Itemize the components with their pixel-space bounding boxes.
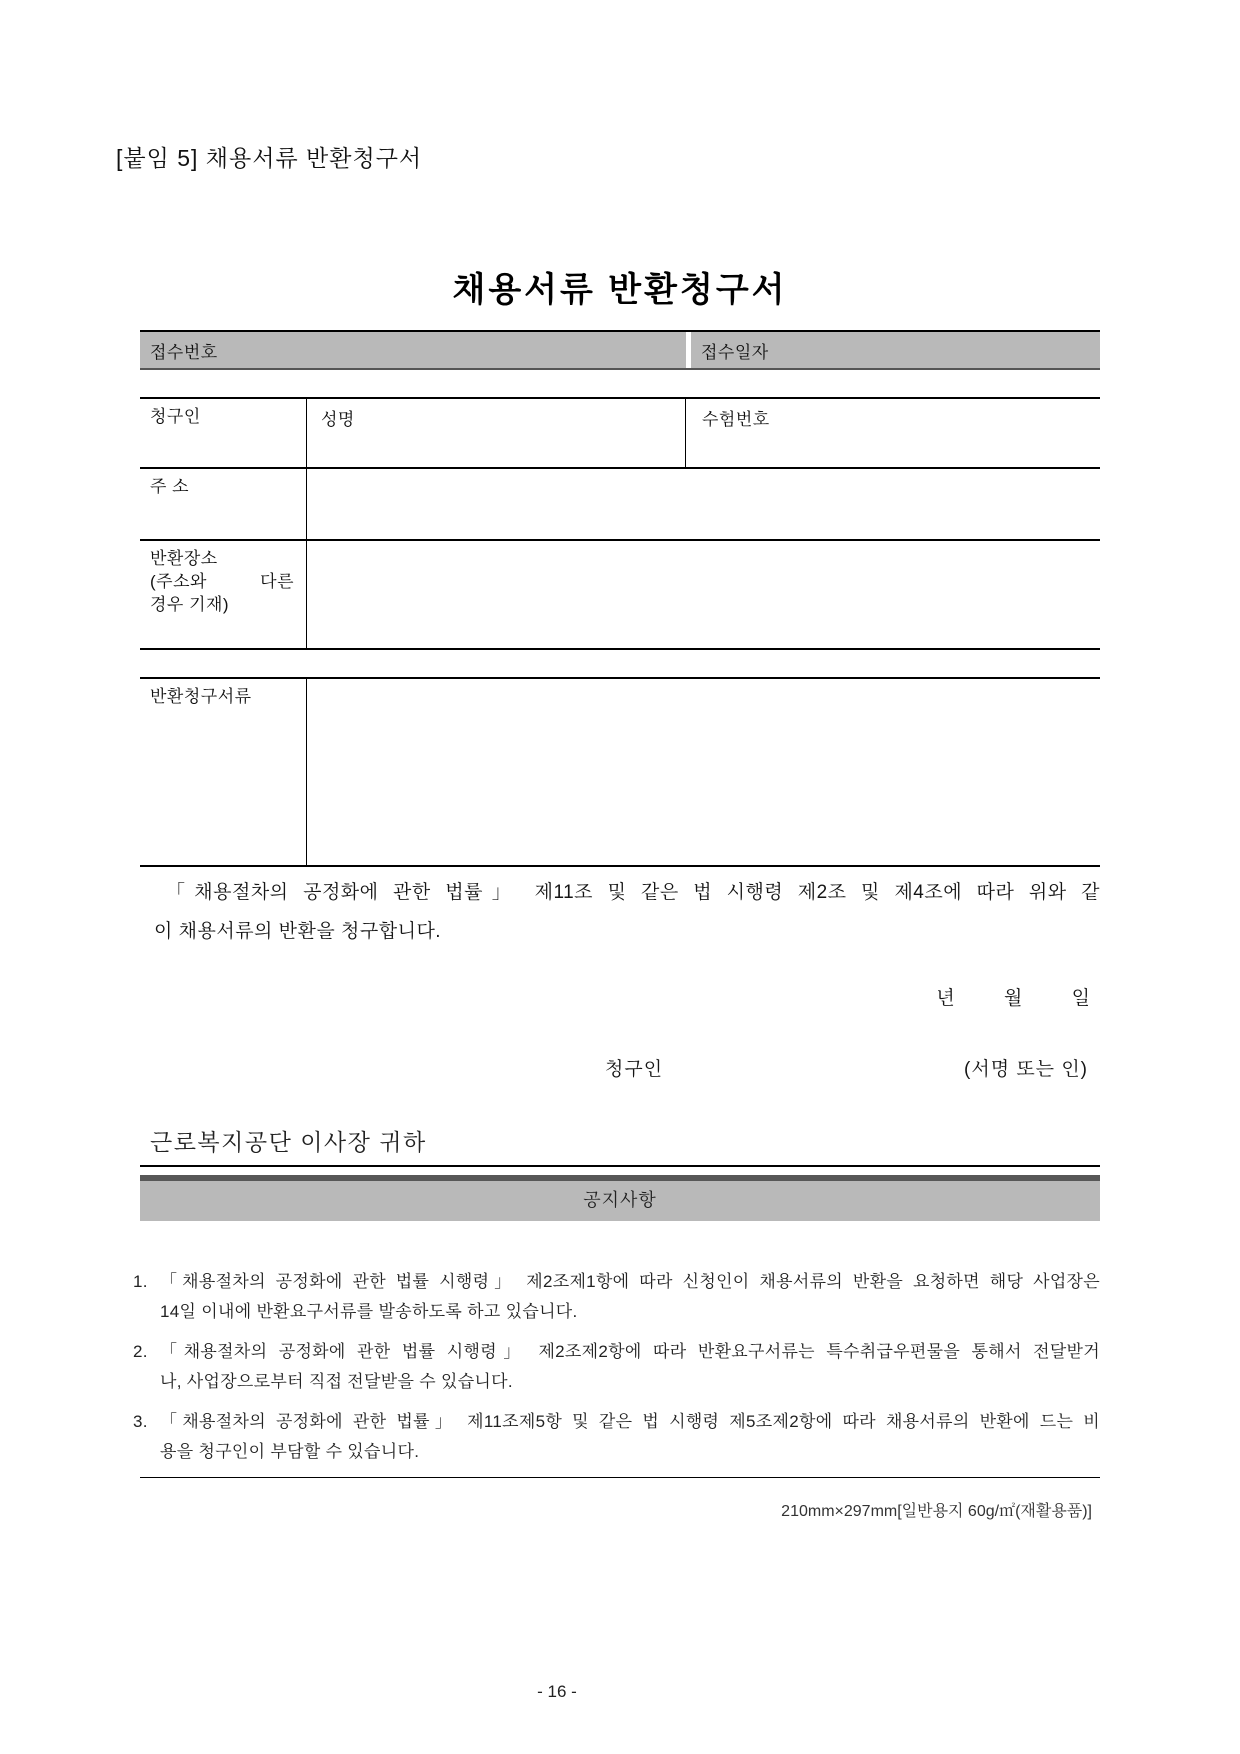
table-row-address	[140, 469, 1100, 541]
footer-divider	[140, 1477, 1100, 1478]
page-title: 채용서류 반환청구서	[452, 271, 788, 309]
notice-list	[133, 1267, 1100, 1467]
list-item-text	[160, 1337, 1100, 1397]
signature-line	[140, 1054, 1100, 1081]
return-place-label	[140, 541, 307, 648]
recipient-line: 근로복지공단 이사장 귀하	[150, 1129, 427, 1155]
exam-number-label-cell: 수험번호	[702, 410, 770, 429]
page-number: - 16 -	[537, 1682, 577, 1701]
paper-spec-label: 210mm×297mm[일반용지 60g/㎡(재활용품)]	[781, 1503, 1092, 1520]
return-place-value-cell	[307, 541, 1100, 648]
list-item-number: 2.	[133, 1342, 148, 1361]
signer-label: 청구인	[605, 1059, 664, 1080]
list-item	[133, 1267, 1100, 1327]
list-item-number: 1.	[133, 1272, 148, 1291]
requested-docs-label: 반환청구서류	[140, 679, 307, 865]
attachment-label: [붙임 5] 채용서류 반환청구서	[116, 145, 423, 171]
list-item-text	[160, 1407, 1100, 1467]
list-item-line: 나, 사업장으로부터 직접 전달받을 수 있습니다.	[160, 1372, 513, 1391]
list-item	[133, 1407, 1100, 1467]
divider	[140, 1165, 1100, 1167]
declaration-line1: 「채용절차의 공정화에 관한 법률」 제11조 및 같은 법 시행령 제2조 및 제4조에 따라 위와 같	[166, 882, 1100, 903]
sign-or-seal-label: (서명 또는 인)	[964, 1059, 1088, 1080]
list-item-line: 용을 청구인이 부담할 수 있습니다.	[160, 1442, 420, 1461]
list-item-line: 「채용절차의 공정화에 관한 법률 시행령」 제2조제1항에 따라 신청인이 채용서류의 반환을 요청하면 해당 사업장은	[160, 1272, 1100, 1291]
table-row-return-place	[140, 541, 1100, 648]
list-item-text	[160, 1267, 1100, 1327]
list-item-line: 「채용절차의 공정화에 관한 법률」 제11조제5항 및 같은 법 시행령 제5조제2항에 따라 채용서류의 반환에 드는 비	[160, 1412, 1100, 1431]
date-day-label: 일	[1071, 988, 1090, 1009]
requested-docs-table	[140, 677, 1100, 867]
return-place-label-line1: 반환장소	[150, 549, 218, 568]
receipt-date-cell	[686, 332, 1100, 368]
claimant-table	[140, 397, 1100, 650]
form-content	[133, 330, 1100, 1521]
receipt-number-label: 접수번호	[150, 343, 218, 362]
address-value-cell	[307, 469, 1100, 539]
date-month-label: 월	[1004, 988, 1023, 1009]
list-item-line: 「채용절차의 공정화에 관한 법률 시행령」 제2조제2항에 따라 반환요구서류는 특수취급우편물을 통해서 전달받거	[160, 1342, 1100, 1361]
receipt-date-label: 접수일자	[701, 343, 769, 362]
list-item-line: 14일 이내에 반환요구서류를 발송하도록 하고 있습니다.	[160, 1302, 578, 1321]
date-year-label: 년	[936, 988, 955, 1009]
claimant-label: 청구인	[140, 399, 307, 467]
receipt-header-row	[140, 330, 1100, 370]
table-row-claimant	[140, 399, 1100, 469]
receipt-number-cell	[140, 332, 686, 368]
declaration-paragraph	[140, 873, 1100, 951]
name-label-cell: 성명	[307, 399, 686, 467]
return-place-label-line2: (주소와 다른	[150, 572, 294, 591]
address-label: 주 소	[140, 469, 307, 539]
list-item	[133, 1337, 1100, 1397]
declaration-line2: 이 채용서류의 반환을 청구합니다.	[154, 921, 442, 942]
date-line	[140, 983, 1100, 1010]
requested-docs-value-cell	[307, 679, 1100, 865]
notice-title: 공지사항	[583, 1190, 657, 1210]
notice-title-bar	[140, 1175, 1100, 1221]
return-place-label-line3: 경우 기재)	[150, 595, 230, 614]
list-item-number: 3.	[133, 1412, 148, 1431]
